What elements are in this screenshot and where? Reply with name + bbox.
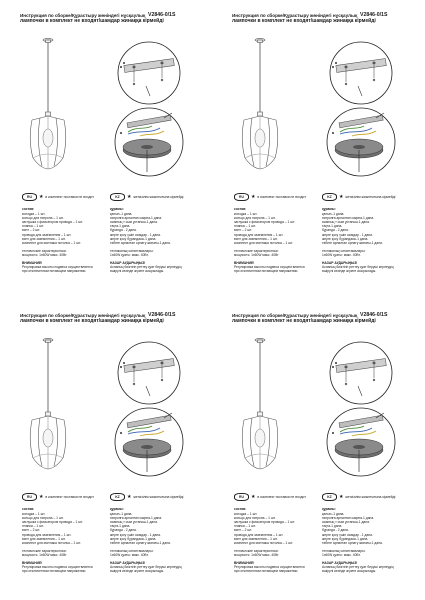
ru-note <box>234 493 306 501</box>
ru-tech-value: мощность: 1x60W макс. 40Вт <box>234 252 279 257</box>
kz-item: жерге қосу үшін сымдар - 1 дана. <box>110 232 161 237</box>
ru-tech-heading: технические характеристики: <box>22 248 67 253</box>
ru-warning-line: при отключенном питающем напряжении. <box>234 569 299 574</box>
kz-item: қалып–1 дана. <box>110 212 133 217</box>
ru-item: винт для заземления – 1 шт. <box>22 236 66 241</box>
ru-item: винт для заземления – 1 шт. <box>234 536 278 541</box>
ru-item: кольцо для патрона – 1 шт. <box>234 216 276 221</box>
ru-warning-heading: ВНИМАНИЕ! <box>234 561 255 566</box>
mounting-bar-diagram <box>330 342 392 404</box>
kz-badge: KZ <box>322 493 337 501</box>
ru-item: заглушка с фиксатором провода – 1 шт. <box>234 220 295 225</box>
kz-item: патронға арналған сақина-1 дана. <box>110 216 163 221</box>
ru-item: винт – 2 шт. <box>234 228 253 233</box>
ru-badge: RU <box>22 493 37 501</box>
ru-tech-value: мощность: 1x60W макс. 40Вт <box>22 252 67 257</box>
ru-heading: состав: <box>234 507 247 511</box>
kz-item: жерге қосу бұрандасы-1 дана. <box>110 236 157 241</box>
ru-item: провода для заземления – 1 шт. <box>234 532 284 537</box>
ru-warning-line: при отключенном питающем напряжении. <box>22 269 87 274</box>
sheet-title <box>232 13 422 24</box>
kz-item: төбеге арналған орнату жинағы-1 дана. <box>110 540 171 545</box>
ru-item: провода для заземления – 1 шт. <box>22 232 72 237</box>
kz-item: бұранда - 2 дана. <box>322 528 349 533</box>
ru-tech-heading: технические характеристики: <box>234 248 279 253</box>
ru-warning-line: Регулировка высоты подвеса осуществляется <box>234 265 305 270</box>
kz-heading: құрамы: <box>110 207 124 211</box>
kz-item: патронға арналған сақина-1 дана. <box>110 516 163 521</box>
kz-badge: KZ <box>110 493 125 501</box>
kz-item: сымның т сым ұстағыш-1 дана. <box>322 220 370 225</box>
ru-item: винт для заземления – 1 шт. <box>22 536 66 541</box>
star-icon: ★ <box>38 494 44 500</box>
ru-item: винт для заземления – 1 шт. <box>234 236 278 241</box>
subtitle-text: лампочки в комплект не входят/шамдар жинаққа кірмейді <box>20 17 164 24</box>
ru-column <box>234 507 324 573</box>
mounting-bar-diagram <box>330 42 392 104</box>
ru-item: комплект для монтажа потолка – 1 шт. <box>22 540 81 545</box>
ru-badge: RU <box>234 193 249 201</box>
kz-tech-heading: техникалық сипаттамалары: <box>110 548 154 553</box>
sheet-title <box>20 13 210 24</box>
kz-item: тақта-1 дана. <box>110 224 131 229</box>
kz-note-text: жеткізілім жиынтығына кірмейді <box>133 495 184 499</box>
ru-item: планка – 1 шт. <box>22 524 44 529</box>
ru-item: комплект для монтажа потолка – 1 шт. <box>234 540 293 545</box>
ru-tech-value: мощность: 1x60W макс. 40Вт <box>22 552 67 557</box>
kz-note-text: жеткізілім жиынтығына кірмейді <box>345 195 396 199</box>
ru-item: планка – 1 шт. <box>234 224 256 229</box>
model-number: V2846-0/1S <box>360 312 388 318</box>
ru-badge: RU <box>234 493 249 501</box>
kz-item: сымның т сым ұстағыш-1 дана. <box>322 520 370 525</box>
ru-warning-line: Регулировка высоты подвеса осуществляется <box>234 565 305 570</box>
kz-column <box>110 207 200 273</box>
kz-column <box>322 207 412 273</box>
model-number: V2846-0/1S <box>360 12 388 18</box>
kz-note-text: жеткізілім жиынтығына кірмейді <box>133 195 184 199</box>
ru-item: планка – 1 шт. <box>22 224 44 229</box>
mounting-bar-diagram <box>118 42 180 104</box>
kz-item: төбеге арналған орнату жинағы-1 дана. <box>322 240 383 245</box>
kz-item: қалып–1 дана. <box>110 512 133 517</box>
kz-badge: KZ <box>322 193 337 201</box>
star-icon: ★ <box>38 194 44 200</box>
ru-badge: RU <box>22 193 37 201</box>
ru-note-text: в комплект поставки не входит <box>257 195 306 199</box>
kz-warning-heading: НАЗАР АУДАРЫҢЫЗ! <box>322 261 358 266</box>
title-text: Инструкция по сборке/Құрастыру жөніндегі нұсқаулық <box>20 313 146 318</box>
kz-item: сымның т сым ұстағыш-1 дана. <box>110 520 158 525</box>
ru-warning-line: Регулировка высоты подвеса осуществляется <box>22 265 93 270</box>
kz-item: сымның т сым ұстағыш-1 дана. <box>110 220 158 225</box>
canopy-wiring-diagram <box>327 408 395 476</box>
kz-warning-line: өшірулі кезінде жүзеге асырылады. <box>322 269 377 274</box>
kz-warning-line: өшірулі кезінде жүзеге асырылады. <box>110 269 165 274</box>
kz-item: жерге қосу үшін сымдар - 1 дана. <box>110 532 161 537</box>
ru-item: провода для заземления – 1 шт. <box>22 532 72 537</box>
ru-item: кольцо для патрона – 1 шт. <box>22 216 64 221</box>
kz-item: қалып–1 дана. <box>322 212 345 217</box>
kz-item: төбеге арналған орнату жинағы-1 дана. <box>110 240 171 245</box>
kz-warning-heading: НАЗАР АУДАРЫҢЫЗ! <box>322 561 358 566</box>
ru-note <box>234 193 306 201</box>
ru-warning-line: при отключенном питающем напряжении. <box>234 269 299 274</box>
ru-item: винт – 2 шт. <box>22 528 41 533</box>
kz-tech-value: 1x60W қуаты: макс. 40Вт. <box>322 552 361 557</box>
star-icon: ★ <box>338 194 344 200</box>
kz-note <box>322 493 395 501</box>
kz-warning-line: өшірулі кезінде жүзеге асырылады. <box>110 569 165 574</box>
instruction-sheet <box>0 0 212 300</box>
kz-item: бұранда - 2 дана. <box>110 528 137 533</box>
ru-tech-value: мощность: 1x60W макс. 40Вт <box>234 552 279 557</box>
pendant-lamp-icon <box>242 38 278 169</box>
kz-item: бұранда - 2 дана. <box>322 228 349 233</box>
kz-heading: құрамы: <box>322 207 336 211</box>
kz-item: төбеге арналған орнату жинағы-1 дана. <box>322 540 383 545</box>
ru-item: винт – 2 шт. <box>234 528 253 533</box>
canopy-wiring-diagram <box>327 108 395 176</box>
star-icon: ★ <box>126 194 132 200</box>
kz-tech-value: 1x60W қуаты: макс. 40Вт. <box>110 252 149 257</box>
instruction-sheet <box>0 300 212 600</box>
canopy-wiring-diagram <box>115 408 183 476</box>
kz-tech-heading: техникалық сипаттамалары: <box>322 248 366 253</box>
star-icon: ★ <box>338 494 344 500</box>
ru-item: кольцо для патрона – 1 шт. <box>22 516 64 521</box>
kz-item: тақта-1 дана. <box>322 524 343 529</box>
subtitle-text: лампочки в комплект не входят/шамдар жинаққа кірмейді <box>232 317 376 324</box>
kz-item: жерге қосу үшін сымдар - 1 дана. <box>322 232 373 237</box>
ru-warning-line: при отключенном питающем напряжении. <box>22 569 87 574</box>
kz-warning-heading: НАЗАР АУДАРЫҢЫЗ! <box>110 561 146 566</box>
pendant-lamp-icon <box>30 38 66 169</box>
ru-item: заглушка с фиксатором провода – 1 шт. <box>234 520 295 525</box>
star-icon: ★ <box>126 494 132 500</box>
ru-column <box>22 507 112 573</box>
kz-warning-line: Аспаның биіктігін реттеу қуат беруші кернеудің <box>322 565 394 570</box>
instruction-sheet <box>212 300 424 600</box>
ru-column <box>22 207 112 273</box>
canopy-wiring-diagram <box>115 108 183 176</box>
ru-tech-heading: технические характеристики: <box>22 548 67 553</box>
kz-item: қалып–1 дана. <box>322 512 345 517</box>
ru-note <box>22 193 94 201</box>
sheet-title <box>20 313 210 324</box>
ru-item: винт – 2 шт. <box>22 228 41 233</box>
pendant-lamp-icon <box>30 338 66 469</box>
kz-note <box>322 193 395 201</box>
ru-item: колодка – 1 шт. <box>234 512 258 517</box>
kz-tech-value: 1x60W қуаты: макс. 40Вт. <box>110 552 149 557</box>
kz-item: жерге қосу үшін сымдар - 1 дана. <box>322 532 373 537</box>
ru-note-text: в комплект поставки не входит <box>257 495 306 499</box>
kz-tech-heading: техникалық сипаттамалары: <box>322 548 366 553</box>
kz-item: жерге қосу бұрандасы-1 дана. <box>322 236 369 241</box>
title-text: Инструкция по сборке/Құрастыру жөніндегі нұсқаулық <box>20 13 146 18</box>
ru-item: планка – 1 шт. <box>234 524 256 529</box>
ru-note-text: в комплект поставки не входит <box>45 495 94 499</box>
kz-badge: KZ <box>110 193 125 201</box>
pendant-lamp-icon <box>242 338 278 469</box>
kz-item: бұранда - 2 дана. <box>110 228 137 233</box>
kz-warning-line: Аспаның биіктігін реттеу қуат беруші кернеудің <box>110 565 182 570</box>
ru-item: колодка – 1 шт. <box>22 212 46 217</box>
ru-tech-heading: технические характеристики: <box>234 548 279 553</box>
ru-item: колодка – 1 шт. <box>234 212 258 217</box>
star-icon: ★ <box>250 194 256 200</box>
kz-item: тақта-1 дана. <box>322 224 343 229</box>
ru-item: комплект для монтажа потолка – 1 шт. <box>22 240 81 245</box>
kz-heading: құрамы: <box>110 507 124 511</box>
title-text: Инструкция по сборке/Құрастыру жөніндегі нұсқаулық <box>232 13 358 18</box>
instruction-sheet <box>212 0 424 300</box>
ru-heading: состав: <box>234 207 247 211</box>
title-text: Инструкция по сборке/Құрастыру жөніндегі нұсқаулық <box>232 313 358 318</box>
star-icon: ★ <box>250 494 256 500</box>
kz-note <box>110 493 183 501</box>
model-number: V2846-0/1S <box>148 12 176 18</box>
subtitle-text: лампочки в комплект не входят/шамдар жинаққа кірмейді <box>232 17 376 24</box>
kz-item: жерге қосу бұрандасы-1 дана. <box>110 536 157 541</box>
kz-item: тақта-1 дана. <box>110 524 131 529</box>
kz-column <box>322 507 412 573</box>
ru-heading: состав: <box>22 207 35 211</box>
sheet-title <box>232 313 422 324</box>
ru-note-text: в комплект поставки не входит <box>45 195 94 199</box>
ru-item: заглушка с фиксатором провода – 1 шт. <box>22 520 83 525</box>
subtitle-text: лампочки в комплект не входят/шамдар жинаққа кірмейді <box>20 317 164 324</box>
kz-item: патронға арналған сақина-1 дана. <box>322 216 375 221</box>
kz-heading: құрамы: <box>322 507 336 511</box>
ru-note <box>22 493 94 501</box>
kz-note-text: жеткізілім жиынтығына кірмейді <box>345 495 396 499</box>
ru-item: колодка – 1 шт. <box>22 512 46 517</box>
kz-tech-value: 1x60W қуаты: макс. 40Вт. <box>322 252 361 257</box>
ru-column <box>234 207 324 273</box>
ru-item: провода для заземления – 1 шт. <box>234 232 284 237</box>
kz-item: жерге қосу бұрандасы-1 дана. <box>322 536 369 541</box>
model-number: V2846-0/1S <box>148 312 176 318</box>
kz-column <box>110 507 200 573</box>
ru-item: заглушка с фиксатором провода – 1 шт. <box>22 220 83 225</box>
ru-item: комплект для монтажа потолка – 1 шт. <box>234 240 293 245</box>
ru-warning-heading: ВНИМАНИЕ! <box>22 561 43 566</box>
ru-warning-heading: ВНИМАНИЕ! <box>22 261 43 266</box>
kz-warning-line: Аспаның биіктігін реттеу қуат беруші кернеудің <box>322 265 394 270</box>
ru-warning-line: Регулировка высоты подвеса осуществляется <box>22 565 93 570</box>
mounting-bar-diagram <box>118 342 180 404</box>
kz-warning-heading: НАЗАР АУДАРЫҢЫЗ! <box>110 261 146 266</box>
ru-heading: состав: <box>22 507 35 511</box>
kz-warning-line: өшірулі кезінде жүзеге асырылады. <box>322 569 377 574</box>
kz-note <box>110 193 183 201</box>
kz-warning-line: Аспаның биіктігін реттеу қуат беруші кернеудің <box>110 265 182 270</box>
kz-item: патронға арналған сақина-1 дана. <box>322 516 375 521</box>
ru-warning-heading: ВНИМАНИЕ! <box>234 261 255 266</box>
ru-item: кольцо для патрона – 1 шт. <box>234 516 276 521</box>
kz-tech-heading: техникалық сипаттамалары: <box>110 248 154 253</box>
